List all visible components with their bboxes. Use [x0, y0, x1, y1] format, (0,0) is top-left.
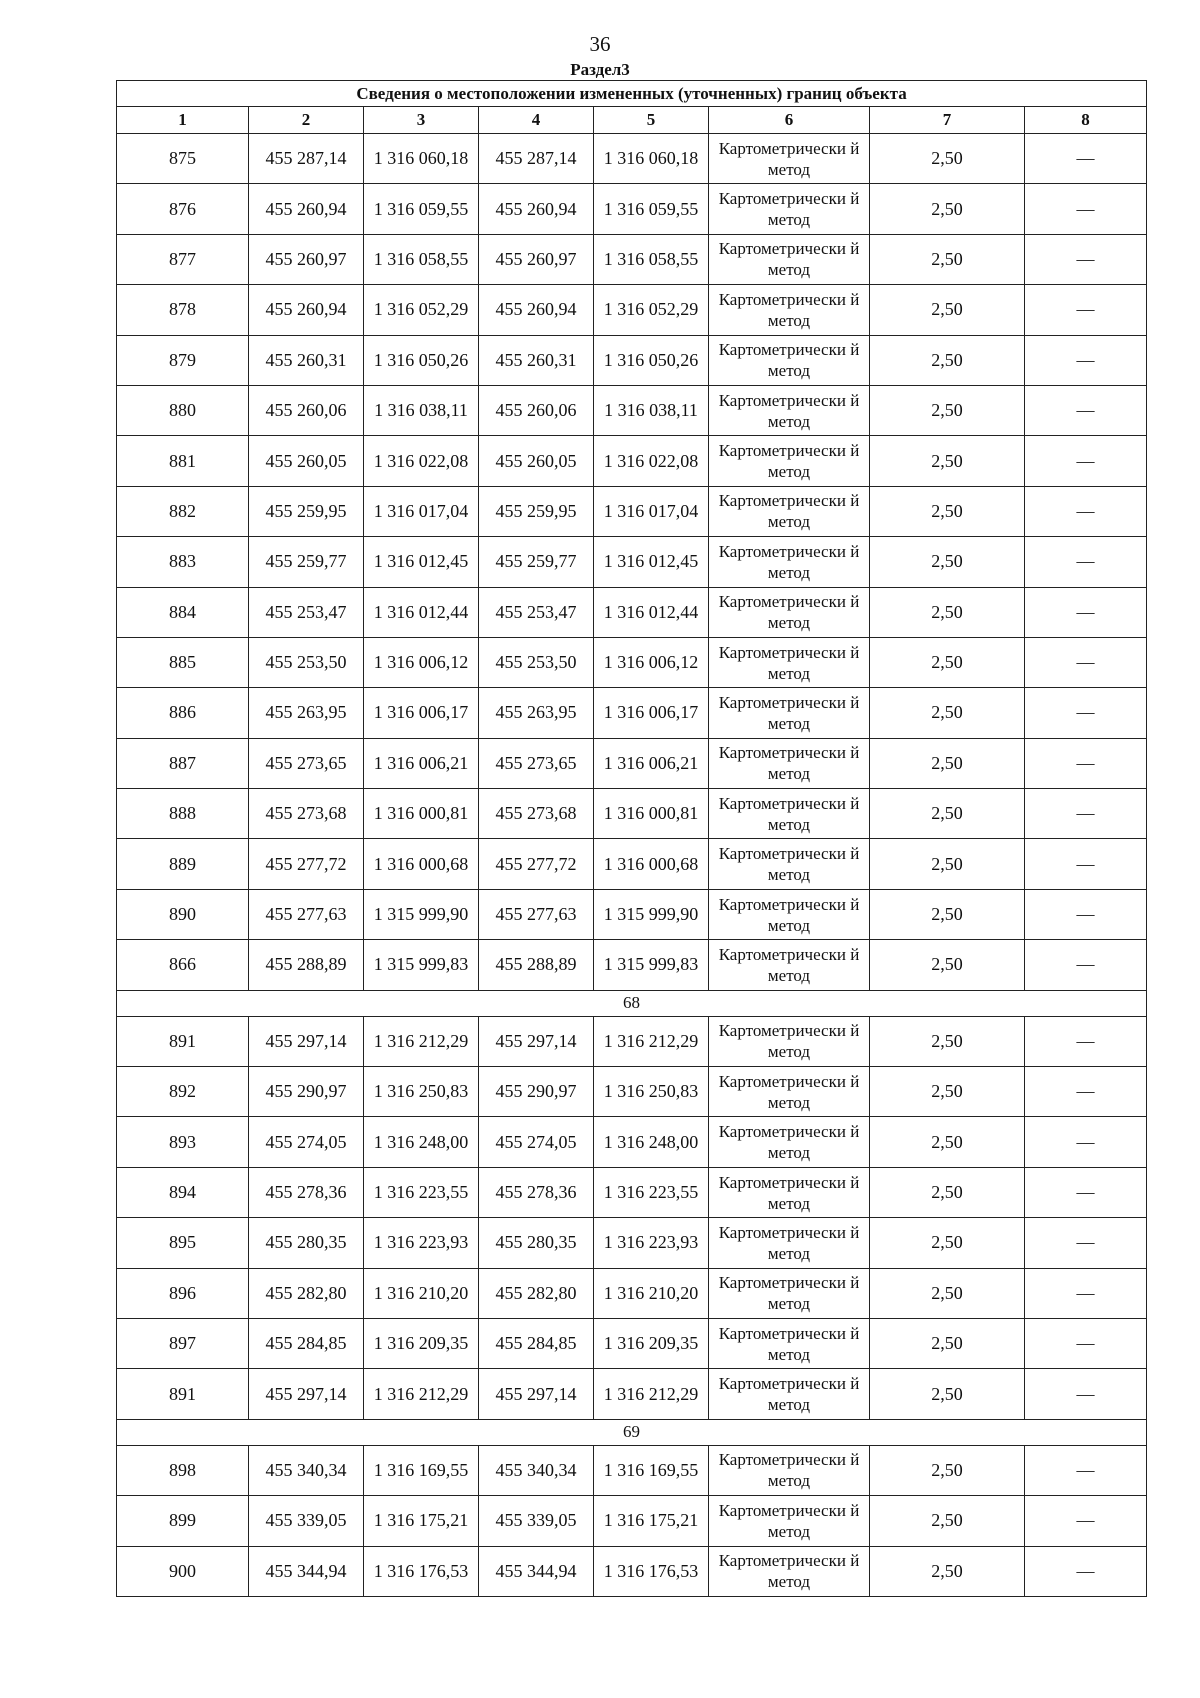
table-cell: 1 316 175,21	[594, 1496, 709, 1546]
table-cell: 455 260,94	[249, 285, 364, 335]
table-cell: 455 287,14	[479, 134, 594, 184]
table-cell: 1 316 060,18	[594, 134, 709, 184]
table-cell: 455 277,72	[479, 839, 594, 889]
group-row	[117, 990, 1147, 1016]
table-cell: —	[1025, 1445, 1147, 1495]
table-cell: 455 297,14	[479, 1369, 594, 1419]
table-cell: 455 339,05	[479, 1496, 594, 1546]
table-cell: 892	[117, 1067, 249, 1117]
table-cell: Картометрически й метод	[709, 789, 870, 839]
table-cell: —	[1025, 1016, 1147, 1066]
table-cell: —	[1025, 436, 1147, 486]
table-cell: Картометрически й метод	[709, 688, 870, 738]
table-cell: 2,50	[870, 1318, 1025, 1368]
table-row	[117, 385, 1147, 435]
table-cell: 455 273,68	[479, 789, 594, 839]
table-cell: 1 316 006,21	[364, 738, 479, 788]
table-cell: 900	[117, 1546, 249, 1596]
table-cell: 2,50	[870, 537, 1025, 587]
table-row	[117, 234, 1147, 284]
table-cell: —	[1025, 234, 1147, 284]
table-cell: 1 316 175,21	[364, 1496, 479, 1546]
table-cell: 2,50	[870, 1167, 1025, 1217]
table-cell: 1 316 050,26	[364, 335, 479, 385]
group-row	[117, 1419, 1147, 1445]
table-cell: 1 316 006,12	[364, 637, 479, 687]
table-cell: 896	[117, 1268, 249, 1318]
table-cell: 455 260,94	[479, 184, 594, 234]
table-cell: 877	[117, 234, 249, 284]
table-cell: 455 259,95	[249, 486, 364, 536]
table-cell: 455 260,05	[479, 436, 594, 486]
table-cell: 1 316 012,44	[594, 587, 709, 637]
table-cell: 898	[117, 1445, 249, 1495]
table-row	[117, 1546, 1147, 1596]
table-cell: Картометрически й метод	[709, 1016, 870, 1066]
table-cell: 2,50	[870, 1016, 1025, 1066]
table-row	[117, 587, 1147, 637]
table-cell: 2,50	[870, 285, 1025, 335]
table-row	[117, 486, 1147, 536]
table-cell: 1 316 038,11	[594, 385, 709, 435]
table-cell: 1 316 017,04	[594, 486, 709, 536]
table-cell: 2,50	[870, 889, 1025, 939]
group-label: 69	[117, 1419, 1147, 1445]
boundary-coordinates-table	[116, 80, 1147, 1597]
table-row	[117, 1496, 1147, 1546]
table-cell: 880	[117, 385, 249, 435]
table-cell: 2,50	[870, 1268, 1025, 1318]
table-cell: 2,50	[870, 1067, 1025, 1117]
table-cell: 455 260,31	[479, 335, 594, 385]
table-cell: 2,50	[870, 1218, 1025, 1268]
table-cell: Картометрически й метод	[709, 234, 870, 284]
table-cell: 455 297,14	[249, 1016, 364, 1066]
table-cell: 1 316 022,08	[594, 436, 709, 486]
table-cell: 2,50	[870, 789, 1025, 839]
table-cell: 897	[117, 1318, 249, 1368]
table-cell: 1 316 212,29	[364, 1369, 479, 1419]
table-cell: 455 253,50	[479, 637, 594, 687]
table-cell: 1 316 250,83	[364, 1067, 479, 1117]
table-cell: 455 273,68	[249, 789, 364, 839]
table-cell: 455 282,80	[249, 1268, 364, 1318]
table-cell: 455 297,14	[479, 1016, 594, 1066]
table-cell: 893	[117, 1117, 249, 1167]
table-cell: 885	[117, 637, 249, 687]
table-row	[117, 889, 1147, 939]
table-cell: 881	[117, 436, 249, 486]
table-cell: 1 316 169,55	[364, 1445, 479, 1495]
table-cell: 1 316 000,81	[364, 789, 479, 839]
table-cell: —	[1025, 1167, 1147, 1217]
table-row	[117, 335, 1147, 385]
table-cell: 1 316 000,68	[364, 839, 479, 889]
table-cell: 2,50	[870, 486, 1025, 536]
table-row	[117, 537, 1147, 587]
table-cell: Картометрически й метод	[709, 1318, 870, 1368]
table-cell: 2,50	[870, 839, 1025, 889]
table-cell: 455 340,34	[479, 1445, 594, 1495]
table-row	[117, 1218, 1147, 1268]
table-cell: 888	[117, 789, 249, 839]
table-cell: 455 284,85	[249, 1318, 364, 1368]
table-cell: 455 253,47	[479, 587, 594, 637]
table-cell: 455 274,05	[249, 1117, 364, 1167]
table-cell: 1 315 999,83	[594, 940, 709, 990]
table-cell: Картометрически й метод	[709, 1546, 870, 1596]
table-cell: 1 316 006,17	[594, 688, 709, 738]
table-cell: 2,50	[870, 234, 1025, 284]
table-cell: 455 260,31	[249, 335, 364, 385]
table-cell: 455 344,94	[249, 1546, 364, 1596]
table-cell: 1 316 012,45	[364, 537, 479, 587]
table-row	[117, 1369, 1147, 1419]
table-cell: Картометрически й метод	[709, 587, 870, 637]
table-cell: —	[1025, 285, 1147, 335]
table-cell: 1 316 059,55	[364, 184, 479, 234]
table-cell: 1 316 058,55	[594, 234, 709, 284]
table-row	[117, 1067, 1147, 1117]
table-cell: 894	[117, 1167, 249, 1217]
table-cell: 455 259,95	[479, 486, 594, 536]
table-row	[117, 436, 1147, 486]
table-cell: —	[1025, 134, 1147, 184]
table-cell: Картометрически й метод	[709, 537, 870, 587]
table-cell: 1 316 212,29	[364, 1016, 479, 1066]
table-cell: 2,50	[870, 1496, 1025, 1546]
table-cell: 455 288,89	[479, 940, 594, 990]
table-cell: 1 316 209,35	[594, 1318, 709, 1368]
table-cell: 455 284,85	[479, 1318, 594, 1368]
column-number: 8	[1025, 107, 1147, 134]
table-cell: 1 316 223,55	[594, 1167, 709, 1217]
table-cell: —	[1025, 1067, 1147, 1117]
table-cell: 1 316 012,45	[594, 537, 709, 587]
table-cell: 455 278,36	[479, 1167, 594, 1217]
table-cell: 2,50	[870, 184, 1025, 234]
table-cell: 455 344,94	[479, 1546, 594, 1596]
table-cell: Картометрически й метод	[709, 335, 870, 385]
table-cell: 455 260,97	[249, 234, 364, 284]
table-cell: Картометрически й метод	[709, 738, 870, 788]
table-cell: 455 290,97	[479, 1067, 594, 1117]
table-cell: Картометрически й метод	[709, 385, 870, 435]
table-cell: 2,50	[870, 1445, 1025, 1495]
table-cell: —	[1025, 537, 1147, 587]
table-cell: 887	[117, 738, 249, 788]
table-caption: Сведения о местоположении измененных (уточненных) границ объекта	[117, 81, 1147, 107]
table-cell: 1 316 006,17	[364, 688, 479, 738]
table-cell: 883	[117, 537, 249, 587]
table-cell: 895	[117, 1218, 249, 1268]
table-cell: —	[1025, 1268, 1147, 1318]
table-cell: 1 316 022,08	[364, 436, 479, 486]
table-row	[117, 1016, 1147, 1066]
table-cell: 455 280,35	[249, 1218, 364, 1268]
table-cell: 891	[117, 1369, 249, 1419]
table-cell: 879	[117, 335, 249, 385]
table-cell: 2,50	[870, 738, 1025, 788]
table-cell: 1 316 212,29	[594, 1369, 709, 1419]
table-cell: 455 287,14	[249, 134, 364, 184]
table-cell: 1 316 052,29	[594, 285, 709, 335]
table-cell: 1 315 999,90	[364, 889, 479, 939]
table-cell: 455 277,63	[479, 889, 594, 939]
table-cell: 1 316 176,53	[594, 1546, 709, 1596]
table-body	[117, 134, 1147, 1597]
table-row	[117, 1318, 1147, 1368]
table-cell: —	[1025, 1369, 1147, 1419]
table-cell: 1 316 250,83	[594, 1067, 709, 1117]
table-row	[117, 1268, 1147, 1318]
table-cell: 2,50	[870, 1117, 1025, 1167]
table-cell: Картометрически й метод	[709, 1268, 870, 1318]
table-cell: Картометрически й метод	[709, 1218, 870, 1268]
table-cell: 1 316 000,68	[594, 839, 709, 889]
table-row	[117, 940, 1147, 990]
column-number: 6	[709, 107, 870, 134]
table-cell: 1 316 209,35	[364, 1318, 479, 1368]
table-cell: 886	[117, 688, 249, 738]
table-cell: —	[1025, 335, 1147, 385]
table-cell: 1 316 012,44	[364, 587, 479, 637]
table-cell: —	[1025, 889, 1147, 939]
table-cell: Картометрически й метод	[709, 1067, 870, 1117]
table-cell: 875	[117, 134, 249, 184]
table-cell: 890	[117, 889, 249, 939]
table-row	[117, 184, 1147, 234]
table-cell: 455 273,65	[479, 738, 594, 788]
page-number: 36	[589, 32, 611, 56]
table-cell: 1 316 006,12	[594, 637, 709, 687]
table-cell: —	[1025, 1546, 1147, 1596]
column-number: 5	[594, 107, 709, 134]
table-cell: 1 316 038,11	[364, 385, 479, 435]
table-cell: Картометрически й метод	[709, 184, 870, 234]
table-cell: 866	[117, 940, 249, 990]
table-row	[117, 1117, 1147, 1167]
table-cell: Картометрически й метод	[709, 940, 870, 990]
table-cell: 455 260,06	[479, 385, 594, 435]
table-cell: 2,50	[870, 637, 1025, 687]
table-cell: 455 259,77	[479, 537, 594, 587]
table-cell: —	[1025, 1218, 1147, 1268]
column-number-row	[117, 107, 1147, 134]
table-cell: 1 315 999,83	[364, 940, 479, 990]
table-cell: 455 259,77	[249, 537, 364, 587]
table-cell: 1 316 052,29	[364, 285, 479, 335]
table-cell: 455 260,06	[249, 385, 364, 435]
table-cell: 455 290,97	[249, 1067, 364, 1117]
table-cell: —	[1025, 688, 1147, 738]
table-row	[117, 134, 1147, 184]
table-cell: 1 316 058,55	[364, 234, 479, 284]
table-cell: 455 260,05	[249, 436, 364, 486]
table-cell: 1 316 169,55	[594, 1445, 709, 1495]
table-cell: 1 316 060,18	[364, 134, 479, 184]
table-cell: Картометрически й метод	[709, 436, 870, 486]
table-cell: 1 316 248,00	[364, 1117, 479, 1167]
table-cell: Картометрически й метод	[709, 1496, 870, 1546]
table-cell: 884	[117, 587, 249, 637]
table-cell: Картометрически й метод	[709, 1167, 870, 1217]
group-label: 68	[117, 990, 1147, 1016]
table-cell: 899	[117, 1496, 249, 1546]
column-number: 1	[117, 107, 249, 134]
table-cell: 455 273,65	[249, 738, 364, 788]
table-cell: —	[1025, 184, 1147, 234]
table-cell: 2,50	[870, 134, 1025, 184]
table-cell: 2,50	[870, 385, 1025, 435]
table-cell: 455 263,95	[249, 688, 364, 738]
table-cell: 455 260,94	[479, 285, 594, 335]
table-cell: 1 316 000,81	[594, 789, 709, 839]
table-row	[117, 285, 1147, 335]
table-row	[117, 1445, 1147, 1495]
table-cell: 891	[117, 1016, 249, 1066]
table-cell: 2,50	[870, 335, 1025, 385]
table-cell: 1 316 006,21	[594, 738, 709, 788]
table-cell: 455 297,14	[249, 1369, 364, 1419]
table-cell: Картометрически й метод	[709, 1117, 870, 1167]
table-cell: —	[1025, 385, 1147, 435]
table-cell: 1 315 999,90	[594, 889, 709, 939]
table-cell: 455 274,05	[479, 1117, 594, 1167]
table-cell: 1 316 210,20	[594, 1268, 709, 1318]
column-number: 3	[364, 107, 479, 134]
table-cell: —	[1025, 637, 1147, 687]
table-cell: 2,50	[870, 1546, 1025, 1596]
table-cell: 455 282,80	[479, 1268, 594, 1318]
table-cell: 876	[117, 184, 249, 234]
table-cell: 1 316 210,20	[364, 1268, 479, 1318]
table-cell: 455 340,34	[249, 1445, 364, 1495]
table-cell: 1 316 059,55	[594, 184, 709, 234]
table-cell: 455 263,95	[479, 688, 594, 738]
table-cell: 2,50	[870, 587, 1025, 637]
table-row	[117, 789, 1147, 839]
table-cell: Картометрически й метод	[709, 134, 870, 184]
table-cell: 2,50	[870, 1369, 1025, 1419]
table-cell: 455 278,36	[249, 1167, 364, 1217]
column-number: 7	[870, 107, 1025, 134]
table-cell: 1 316 223,93	[594, 1218, 709, 1268]
column-number: 4	[479, 107, 594, 134]
table-cell: 889	[117, 839, 249, 889]
table-cell: —	[1025, 789, 1147, 839]
table-cell: —	[1025, 839, 1147, 889]
table-row	[117, 1167, 1147, 1217]
table-cell: Картометрически й метод	[709, 285, 870, 335]
table-cell: 455 280,35	[479, 1218, 594, 1268]
table-cell: 455 277,63	[249, 889, 364, 939]
table-cell: —	[1025, 1496, 1147, 1546]
table-cell: 1 316 223,93	[364, 1218, 479, 1268]
table-cell: 882	[117, 486, 249, 536]
table-cell: Картометрически й метод	[709, 839, 870, 889]
table-cell: —	[1025, 1117, 1147, 1167]
table-cell: Картометрически й метод	[709, 1369, 870, 1419]
table-cell: 455 288,89	[249, 940, 364, 990]
table-cell: —	[1025, 738, 1147, 788]
table-cell: 455 277,72	[249, 839, 364, 889]
table-cell: 455 260,97	[479, 234, 594, 284]
table-cell: 455 339,05	[249, 1496, 364, 1546]
section-title: Раздел3	[570, 60, 630, 79]
table-cell: 2,50	[870, 940, 1025, 990]
table-cell: 1 316 212,29	[594, 1016, 709, 1066]
table-cell: Картометрически й метод	[709, 889, 870, 939]
table-cell: Картометрически й метод	[709, 486, 870, 536]
table-cell: 2,50	[870, 688, 1025, 738]
column-number: 2	[249, 107, 364, 134]
table-cell: —	[1025, 587, 1147, 637]
table-cell: —	[1025, 1318, 1147, 1368]
table-caption-row	[117, 81, 1147, 107]
table-cell: 1 316 050,26	[594, 335, 709, 385]
table-cell: 455 260,94	[249, 184, 364, 234]
table-cell: —	[1025, 940, 1147, 990]
table-cell: 1 316 223,55	[364, 1167, 479, 1217]
table-cell: 455 253,47	[249, 587, 364, 637]
table-row	[117, 839, 1147, 889]
table-cell: 2,50	[870, 436, 1025, 486]
table-cell: Картометрически й метод	[709, 637, 870, 687]
table-cell: 455 253,50	[249, 637, 364, 687]
table-cell: 1 316 176,53	[364, 1546, 479, 1596]
table-cell: 1 316 017,04	[364, 486, 479, 536]
table-cell: —	[1025, 486, 1147, 536]
table-cell: 1 316 248,00	[594, 1117, 709, 1167]
table-row	[117, 738, 1147, 788]
table-cell: Картометрически й метод	[709, 1445, 870, 1495]
table-row	[117, 688, 1147, 738]
table-cell: 878	[117, 285, 249, 335]
table-row	[117, 637, 1147, 687]
